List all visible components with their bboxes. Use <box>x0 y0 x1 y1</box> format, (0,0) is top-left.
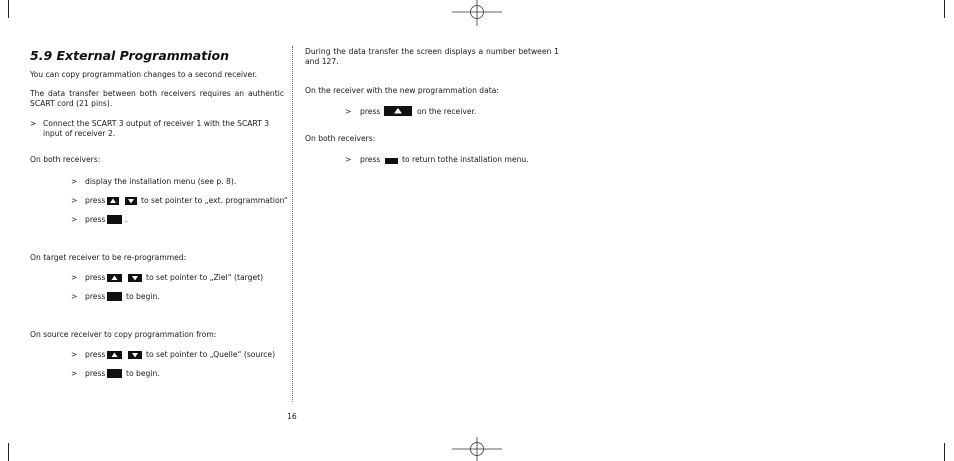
step-press-label: press <box>85 350 106 359</box>
up-arrow-icon[interactable] <box>107 351 122 359</box>
step-press-label: press <box>85 196 106 205</box>
connect-text: Connect the SCART 3 output of receiver 1 with the SCART 3 input of receiver 2. <box>43 119 270 138</box>
step-press-label: press <box>360 155 381 164</box>
step-marker: > <box>71 177 78 186</box>
crop-mark-top-right <box>944 0 945 18</box>
source-receiver-title: On source receiver to copy programmation from: <box>30 330 217 339</box>
down-arrow-icon[interactable] <box>128 351 142 359</box>
down-arrow-icon[interactable] <box>125 197 137 205</box>
step-marker: > <box>71 292 78 301</box>
step-marker: > <box>345 107 352 116</box>
up-arrow-icon[interactable] <box>384 106 412 116</box>
step-press-label: press <box>85 215 106 224</box>
intro-text: You can copy programmation changes to a second receiver. <box>30 70 258 79</box>
ok-key-icon[interactable] <box>107 369 122 378</box>
step-marker: > <box>71 350 78 359</box>
ok-key-icon[interactable] <box>107 292 122 301</box>
step-text: display the installation menu (see p. 8). <box>85 177 237 186</box>
crop-mark-bottom-right <box>944 443 945 461</box>
step-press-label: press <box>360 107 381 116</box>
step-text: to set pointer to „Ziel“ (target) <box>146 273 264 282</box>
registration-mark-bottom <box>452 437 502 461</box>
target-receiver-title: On target receiver to be re-programmed: <box>30 253 187 262</box>
both-receivers-title: On both receivers: <box>30 155 101 164</box>
connect-marker: > <box>30 119 37 128</box>
crop-mark-bottom-left <box>8 443 9 461</box>
step-text: to begin. <box>126 292 160 301</box>
step-press-label: press <box>85 273 106 282</box>
cord-text: The data transfer between both receivers requires an authentic SCART cord (21 pins). <box>30 89 284 108</box>
both-receivers-title-right: On both receivers: <box>305 134 376 143</box>
page-divider <box>292 46 293 402</box>
new-data-receiver-title: On the receiver with the new programmation data: <box>305 86 499 95</box>
step-text: . <box>125 215 128 224</box>
transfer-text: During the data transfer the screen displays a number between 1 and 127. <box>305 47 559 66</box>
up-arrow-icon[interactable] <box>107 197 119 205</box>
step-marker: > <box>345 155 352 164</box>
step-marker: > <box>71 196 78 205</box>
section-heading: 5.9 External Programmation <box>30 48 229 63</box>
step-text: to begin. <box>126 369 160 378</box>
ok-key-icon[interactable] <box>107 215 122 224</box>
step-text: to set pointer to „ext. programmation“ <box>141 196 288 205</box>
step-press-label: press <box>85 292 106 301</box>
step-marker: > <box>71 369 78 378</box>
step-text: to set pointer to „Quelle“ (source) <box>146 350 276 359</box>
step-press-label: press <box>85 369 106 378</box>
menu-key-icon[interactable] <box>385 158 398 164</box>
step-marker: > <box>71 273 78 282</box>
page-number: 16 <box>287 412 297 421</box>
up-arrow-icon[interactable] <box>107 274 122 282</box>
down-arrow-icon[interactable] <box>128 274 142 282</box>
step-text: to return tothe installation menu. <box>402 155 529 164</box>
registration-mark-top <box>452 0 502 26</box>
crop-mark-top-left <box>8 0 9 18</box>
step-marker: > <box>71 215 78 224</box>
step-text: on the receiver. <box>417 107 477 116</box>
